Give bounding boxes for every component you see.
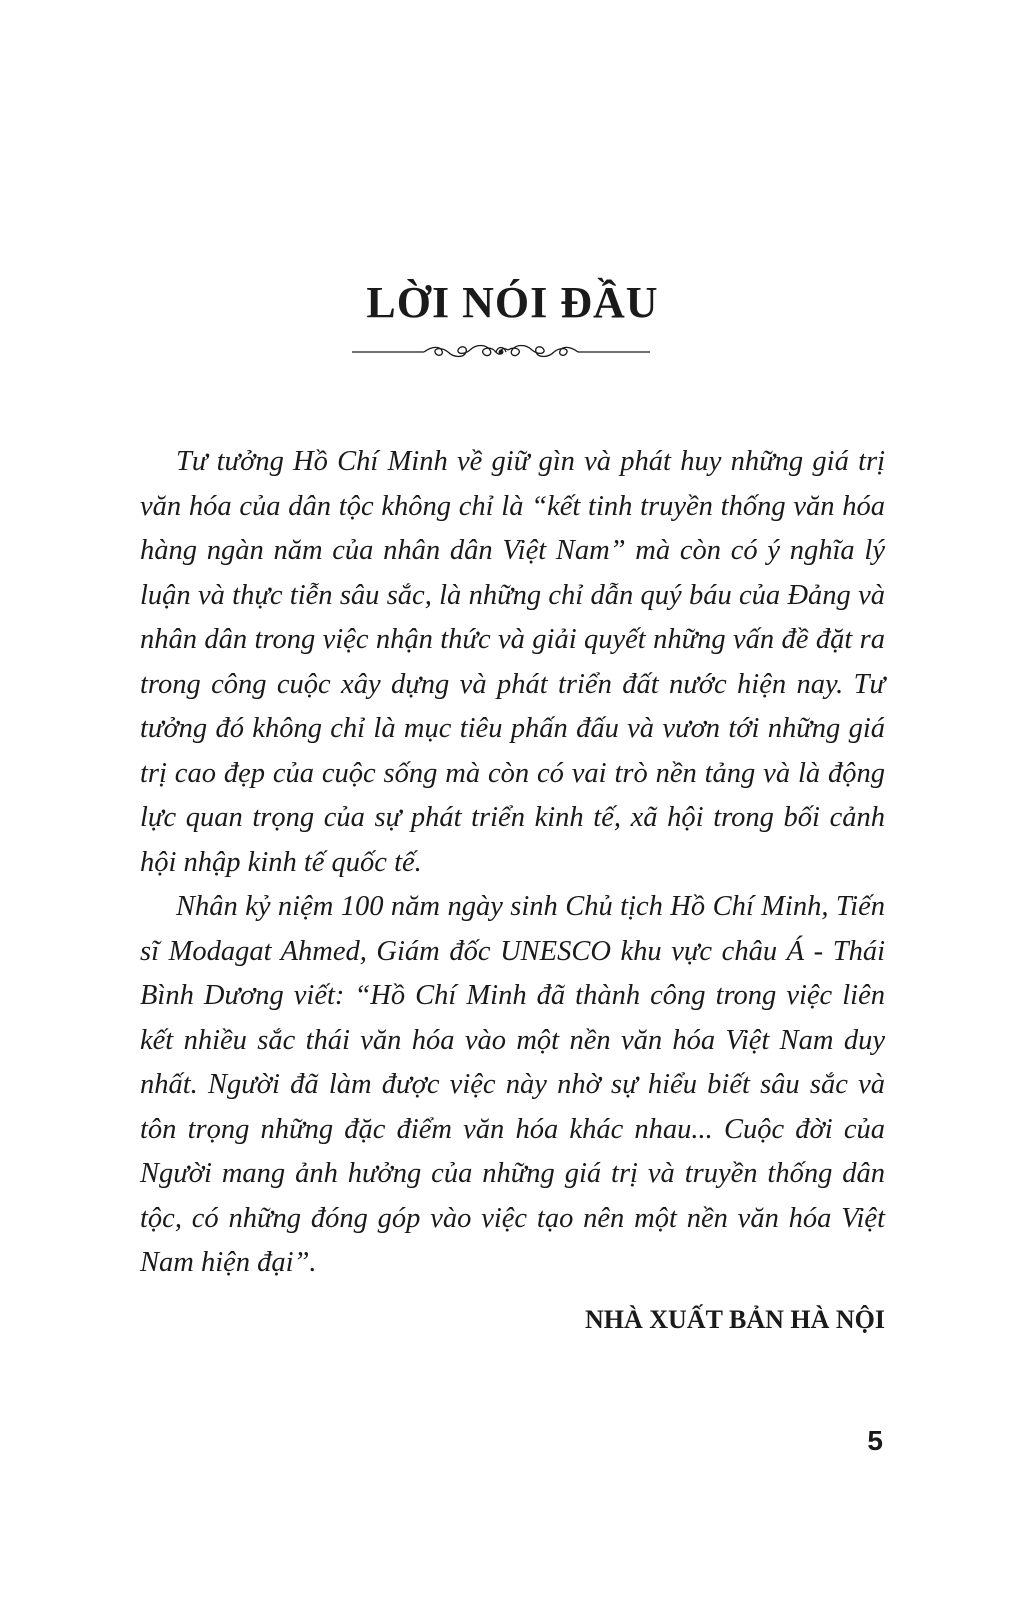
page-number: 5 xyxy=(867,1425,883,1456)
publisher-signature: NHÀ XUẤT BẢN HÀ NỘI xyxy=(585,1305,885,1334)
preface-body xyxy=(140,440,885,1286)
paragraph-1: Tư tưởng Hồ Chí Minh về giữ gìn và phát huy những giá trị văn hóa của dân tộc không chỉ là “kết tinh truyền thống văn hóa hàng ngàn năm của nhân dân Việt Nam” mà còn có ý nghĩa lý luận và thực tiễn sâu sắc, là những chỉ dẫn quý báu của Đảng và nhân dân trong việc nhận thức và giải quyết những vấn đề đặt ra trong công cuộc xây dựng và phát triển đất nước hiện nay. Tư tưởng đó không chỉ là mục tiêu phấn đấu và vươn tới những giá trị cao đẹp của cuộc sống mà còn có vai trò nền tảng và là động lực quan trọng của sự phát triển kinh tế, xã hội trong bối cảnh hội nhập kinh tế quốc tế. xyxy=(140,446,885,878)
page-title: LỜI NÓI ĐẦU xyxy=(366,278,659,327)
paragraph-2: Nhân kỷ niệm 100 năm ngày sinh Chủ tịch Hồ Chí Minh, Tiến sĩ Modagat Ahmed, Giám đốc UNESCO khu vực châu Á - Thái Bình Dương viết: “Hồ Chí Minh đã thành công trong việc liên kết nhiều sắc thái văn hóa vào một nền văn hóa Việt Nam duy nhất. Người đã làm được việc này nhờ sự hiểu biết sâu sắc và tôn trọng những đặc điểm văn hóa khác nhau... Cuộc đời của Người mang ảnh hưởng của những giá trị và truyền thống dân tộc, có những đóng góp vào việc tạo nên một nền văn hóa Việt Nam hiện đại”. xyxy=(140,891,885,1278)
flourish-divider-icon xyxy=(352,338,650,366)
